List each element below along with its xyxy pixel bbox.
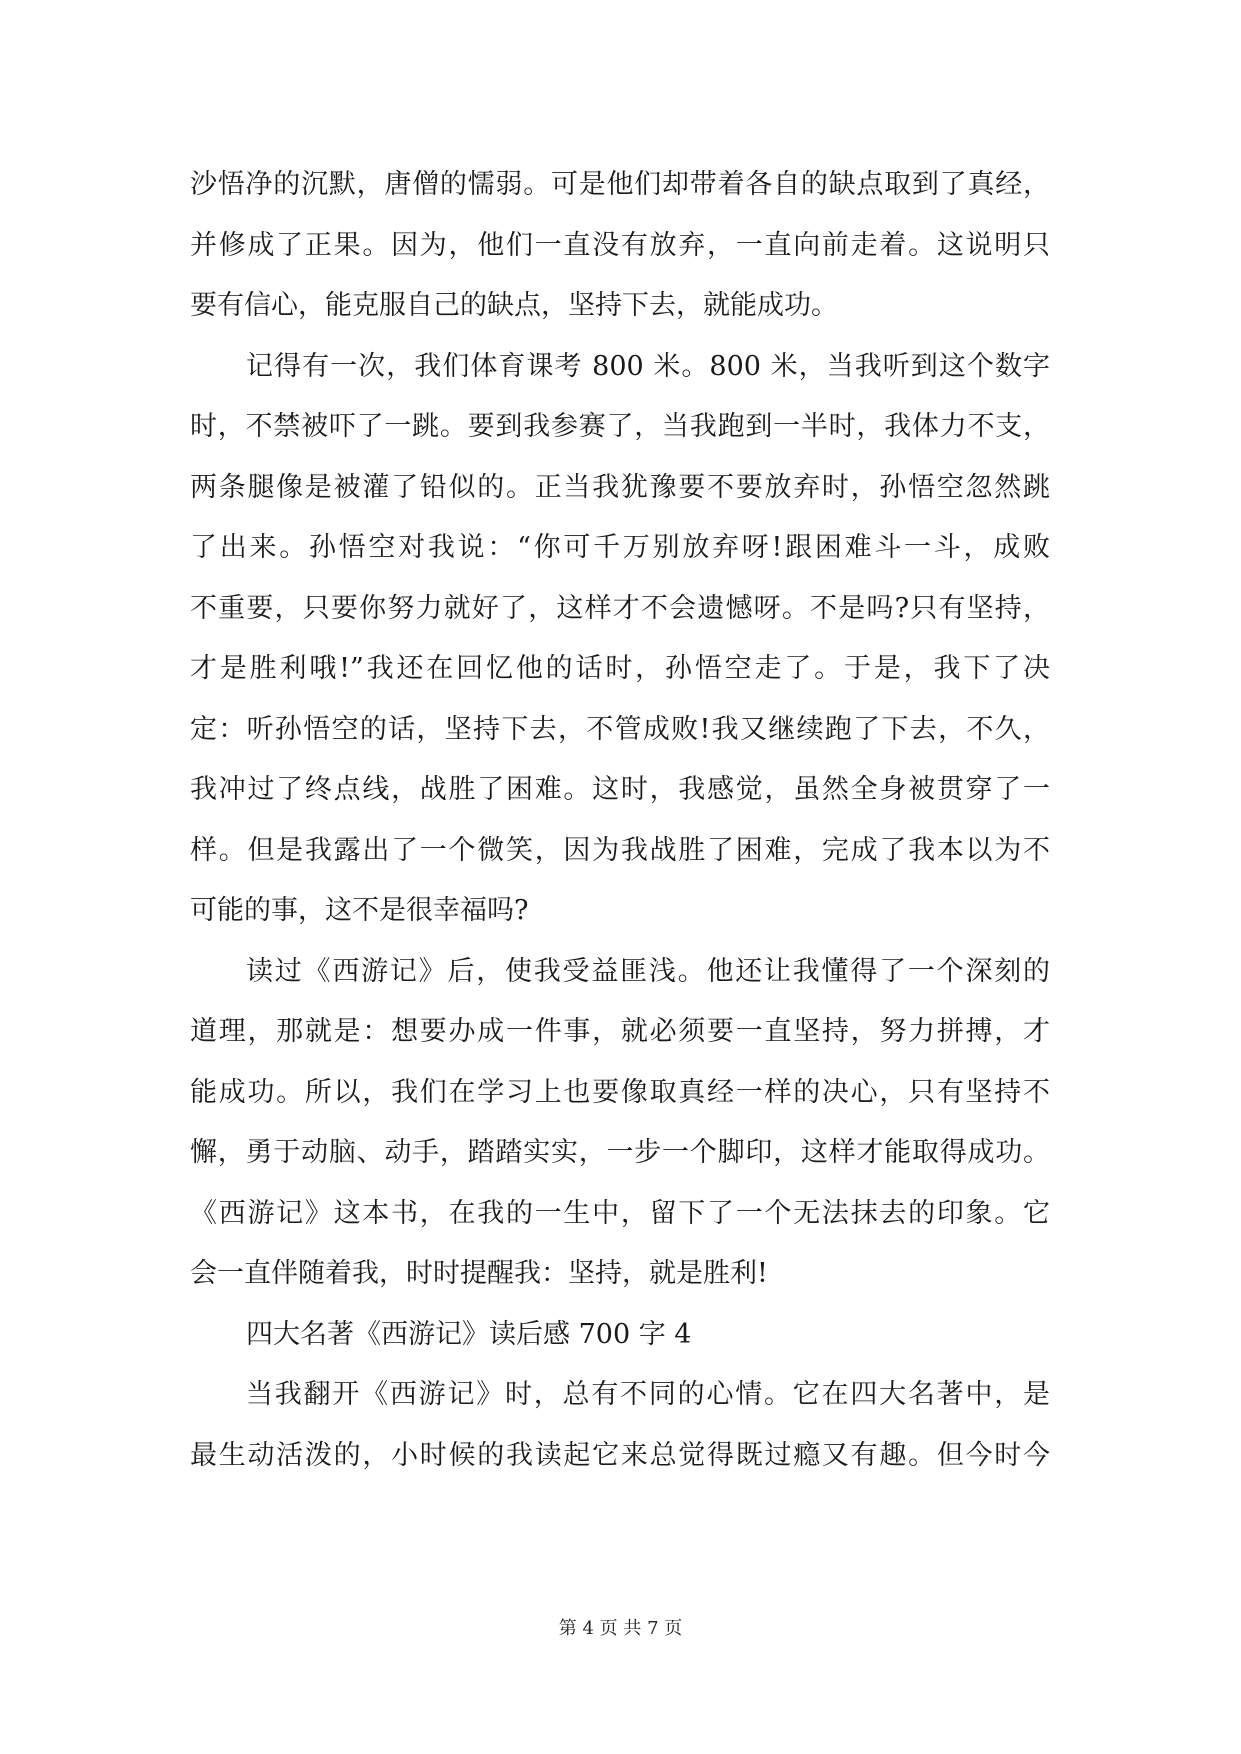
paragraph-first-line: 记得有一次，我们体育课考 800 米。800 米，当我听到这个数字 <box>246 350 1050 382</box>
text-line: 定：听孙悟空的话，坚持下去，不管成败!我又继续跑了下去，不久， <box>190 713 1050 745</box>
text-line: 要有信心，能克服自己的缺点，坚持下去，就能成功。 <box>190 290 838 321</box>
page-number-footer: 第 4 页 共 7 页 <box>558 1618 683 1639</box>
paragraph-first-line: 当我翻开《西游记》时，总有不同的心情。它在四大名著中，是 <box>246 1379 1050 1410</box>
text-line: 不重要，只要你努力就好了，这样才不会遗憾呀。不是吗?只有坚持， <box>190 592 1050 624</box>
text-line: 能成功。所以，我们在学习上也要像取真经一样的决心，只有坚持不 <box>190 1076 1050 1108</box>
text-line: 时，不禁被吓了一跳。要到我参赛了，当我跑到一半时，我体力不支， <box>190 411 1050 442</box>
text-line: 并修成了正果。因为，他们一直没有放弃，一直向前走着。这说明只 <box>190 229 1050 261</box>
text-line: 会一直伴随着我，时时提醒我：坚持，就是胜利! <box>190 1258 768 1289</box>
text-line: 最生动活泼的，小时候的我读起它来总觉得既过瘾又有趣。但今时今 <box>190 1439 1050 1471</box>
text-line: 沙悟净的沉默，唐僧的懦弱。可是他们却带着各自的缺点取到了真经， <box>190 169 1050 200</box>
text-line: 《西游记》这本书，在我的一生中，留下了一个无法抹去的印象。它 <box>190 1197 1050 1229</box>
text-line: 懈，勇于动脑、动手，踏踏实实，一步一个脚印，这样才能取得成功。 <box>190 1137 1050 1168</box>
text-line: 我冲过了终点线，战胜了困难。这时，我感觉，虽然全身被贯穿了一 <box>190 774 1050 805</box>
section-heading: 四大名著《西游记》读后感 700 字 4 <box>246 1318 692 1350</box>
text-line: 可能的事，这不是很幸福吗? <box>190 895 529 926</box>
text-line: 道理，那就是：想要办成一件事，就必须要一直坚持，努力拼搏，才 <box>190 1016 1050 1047</box>
text-line: 样。但是我露出了一个微笑，因为我战胜了困难，完成了我本以为不 <box>190 834 1050 866</box>
body-text <box>190 155 1050 1486</box>
text-line: 两条腿像是被灌了铅似的。正当我犹豫要不要放弃时，孙悟空忽然跳 <box>190 471 1050 503</box>
paragraph-first-line: 读过《西游记》后，使我受益匪浅。他还让我懂得了一个深刻的 <box>246 955 1050 987</box>
text-line: 才是胜利哦!”我还在回忆他的话时，孙悟空走了。于是，我下了决 <box>190 653 1050 684</box>
text-line: 了出来。孙悟空对我说：“你可千万别放弃呀!跟困难斗一斗，成败 <box>190 532 1050 563</box>
